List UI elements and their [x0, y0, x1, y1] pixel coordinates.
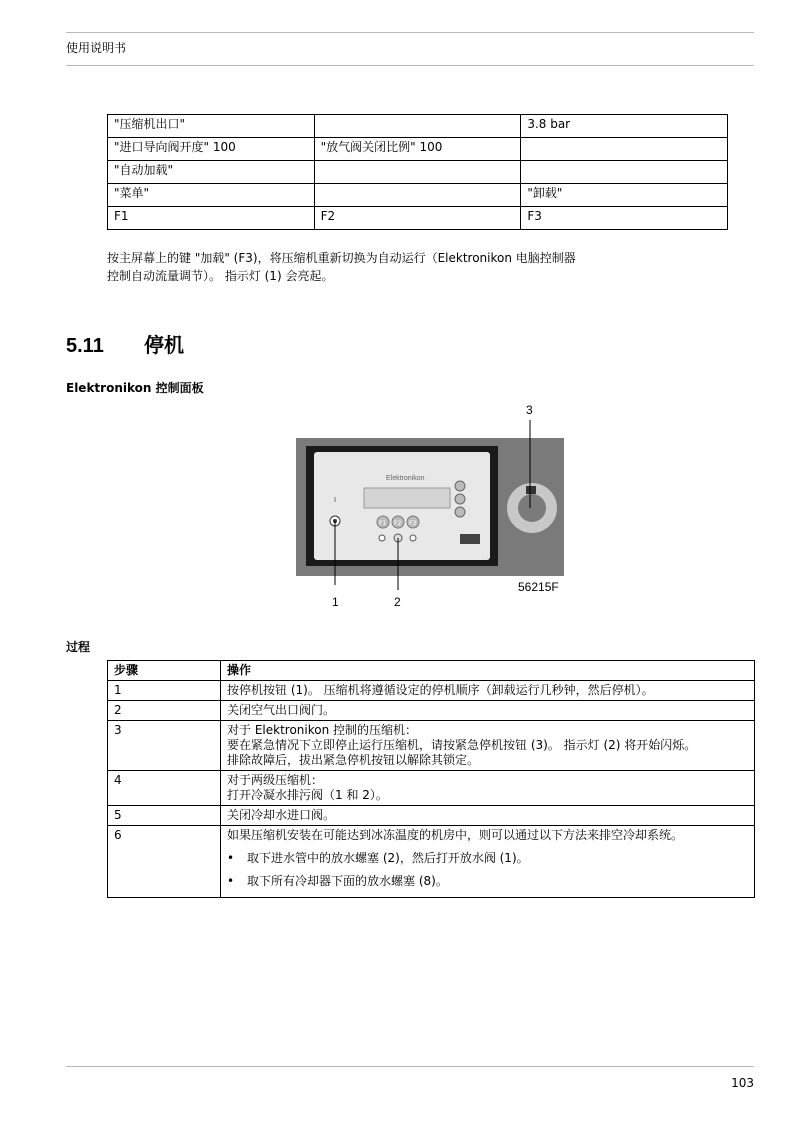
screen-table-cell: F1 [108, 207, 315, 230]
section-title: 停机 [144, 335, 184, 357]
steps-header-row [108, 661, 755, 681]
step-action [221, 826, 755, 898]
step-action-line: 关闭空气出口阀门。 [227, 703, 336, 717]
section-heading [66, 329, 184, 358]
step-action [221, 701, 755, 721]
screen-table-row [108, 138, 728, 161]
step-action-line: 如果压缩机安装在可能达到冰冻温度的机房中，则可以通过以下方法来排空冷却系统。 [227, 828, 684, 842]
f1-key-label: F1 [379, 520, 387, 527]
screen-display-table [107, 114, 728, 230]
step-number: 2 [108, 701, 221, 721]
step-row [108, 681, 755, 701]
step-column-header: 步骤 [108, 661, 221, 681]
callout-3-label: 3 [526, 403, 533, 417]
screen-table-cell [314, 184, 521, 207]
screen-table-row [108, 161, 728, 184]
screen-table-cell [521, 161, 728, 184]
procedure-steps-table [107, 660, 755, 898]
emergency-stop-button[interactable] [518, 494, 546, 522]
screen-table-row [108, 207, 728, 230]
f2-key-label: F2 [394, 520, 402, 527]
intro-paragraph: 按主屏幕上的键 "加载" (F3)，将压缩机重新切换为自动运行（Elektronikon 电脑控制器控制自动流量调节）。 指示灯 (1) 会亮起。 [107, 251, 576, 283]
step-action [221, 721, 755, 771]
start-symbol: I [334, 496, 337, 504]
screen-table-cell: F3 [521, 207, 728, 230]
screen-table-cell: "进口导向阀开度" 100 [108, 138, 315, 161]
screen-table-cell: "自动加载" [108, 161, 315, 184]
header-rule-top [66, 32, 754, 33]
step-row [108, 701, 755, 721]
step-number: 3 [108, 721, 221, 771]
screen-table-cell [521, 138, 728, 161]
screen-table-row [108, 115, 728, 138]
figure-code: 56215F [518, 580, 559, 594]
step-action-line: 打开冷凝水排污阀（1 和 2）。 [227, 788, 388, 802]
step-number: 5 [108, 806, 221, 826]
screen-table-cell [314, 161, 521, 184]
indicator-led-left [379, 535, 385, 541]
f3-key-label: F3 [409, 520, 417, 527]
screen-table-cell [314, 115, 521, 138]
tab-key[interactable] [455, 494, 465, 504]
step-bullet-item: • 取下所有冷却器下面的放水螺塞 (8)。 [227, 874, 748, 889]
page-number: 103 [731, 1076, 754, 1090]
step-action-line: 对于两级压缩机： [227, 773, 324, 787]
brand-logo [460, 534, 480, 544]
step-action [221, 681, 755, 701]
header-rule-bottom [66, 65, 754, 66]
screen-table-row [108, 184, 728, 207]
screen-table-cell: "菜单" [108, 184, 315, 207]
panel-heading: Elektronikon 控制面板 [66, 381, 204, 395]
screen-table-cell: "放气阀关闭比例" 100 [314, 138, 521, 161]
step-action-line: 排除故障后，拔出紧急停机按钮以解除其锁定。 [227, 753, 480, 767]
step-number: 1 [108, 681, 221, 701]
step-bullet-item: • 取下进水管中的放水螺塞 (2)，然后打开放水阀 (1)。 [227, 851, 748, 866]
lcd-display [364, 488, 450, 508]
document-title: 使用说明书 [66, 41, 127, 55]
procedure-heading: 过程 [66, 640, 91, 654]
step-action-line: 关闭冷却水进口阀。 [227, 808, 336, 822]
step-action-line: 要在紧急情况下立即停止运行压缩机，请按紧急停机按钮 (3)。 指示灯 (2) 将开始闪烁。 [227, 738, 697, 752]
down-arrow-key[interactable] [455, 507, 465, 517]
function-keys [377, 516, 419, 528]
step-number: 6 [108, 826, 221, 898]
up-arrow-key[interactable] [455, 481, 465, 491]
callout-1-label: 1 [332, 595, 339, 609]
callout-2-label: 2 [394, 595, 401, 609]
screen-table-cell: "压缩机出口" [108, 115, 315, 138]
action-column-header: 操作 [221, 661, 755, 681]
emergency-stop-mark [526, 486, 536, 494]
step-action-line: 对于 Elektronikon 控制的压缩机： [227, 723, 418, 737]
step-action-line: 按停机按钮 (1)。 压缩机将遵循设定的停机顺序（卸载运行几秒钟，然后停机）。 [227, 683, 654, 697]
screen-table-cell: F2 [314, 207, 521, 230]
step-row [108, 721, 755, 771]
scroll-keys [455, 481, 465, 517]
step-row [108, 826, 755, 898]
step-row [108, 771, 755, 806]
step-action [221, 806, 755, 826]
control-panel-figure [290, 400, 580, 615]
step-row [108, 806, 755, 826]
screen-table-cell: 3.8 bar [521, 115, 728, 138]
step-action [221, 771, 755, 806]
indicator-led-right [410, 535, 416, 541]
screen-table-cell: "卸载" [521, 184, 728, 207]
footer-rule [66, 1066, 754, 1067]
step-number: 4 [108, 771, 221, 806]
section-number: 5.11 [66, 335, 104, 357]
brand-label: Elektronikon [386, 475, 425, 482]
